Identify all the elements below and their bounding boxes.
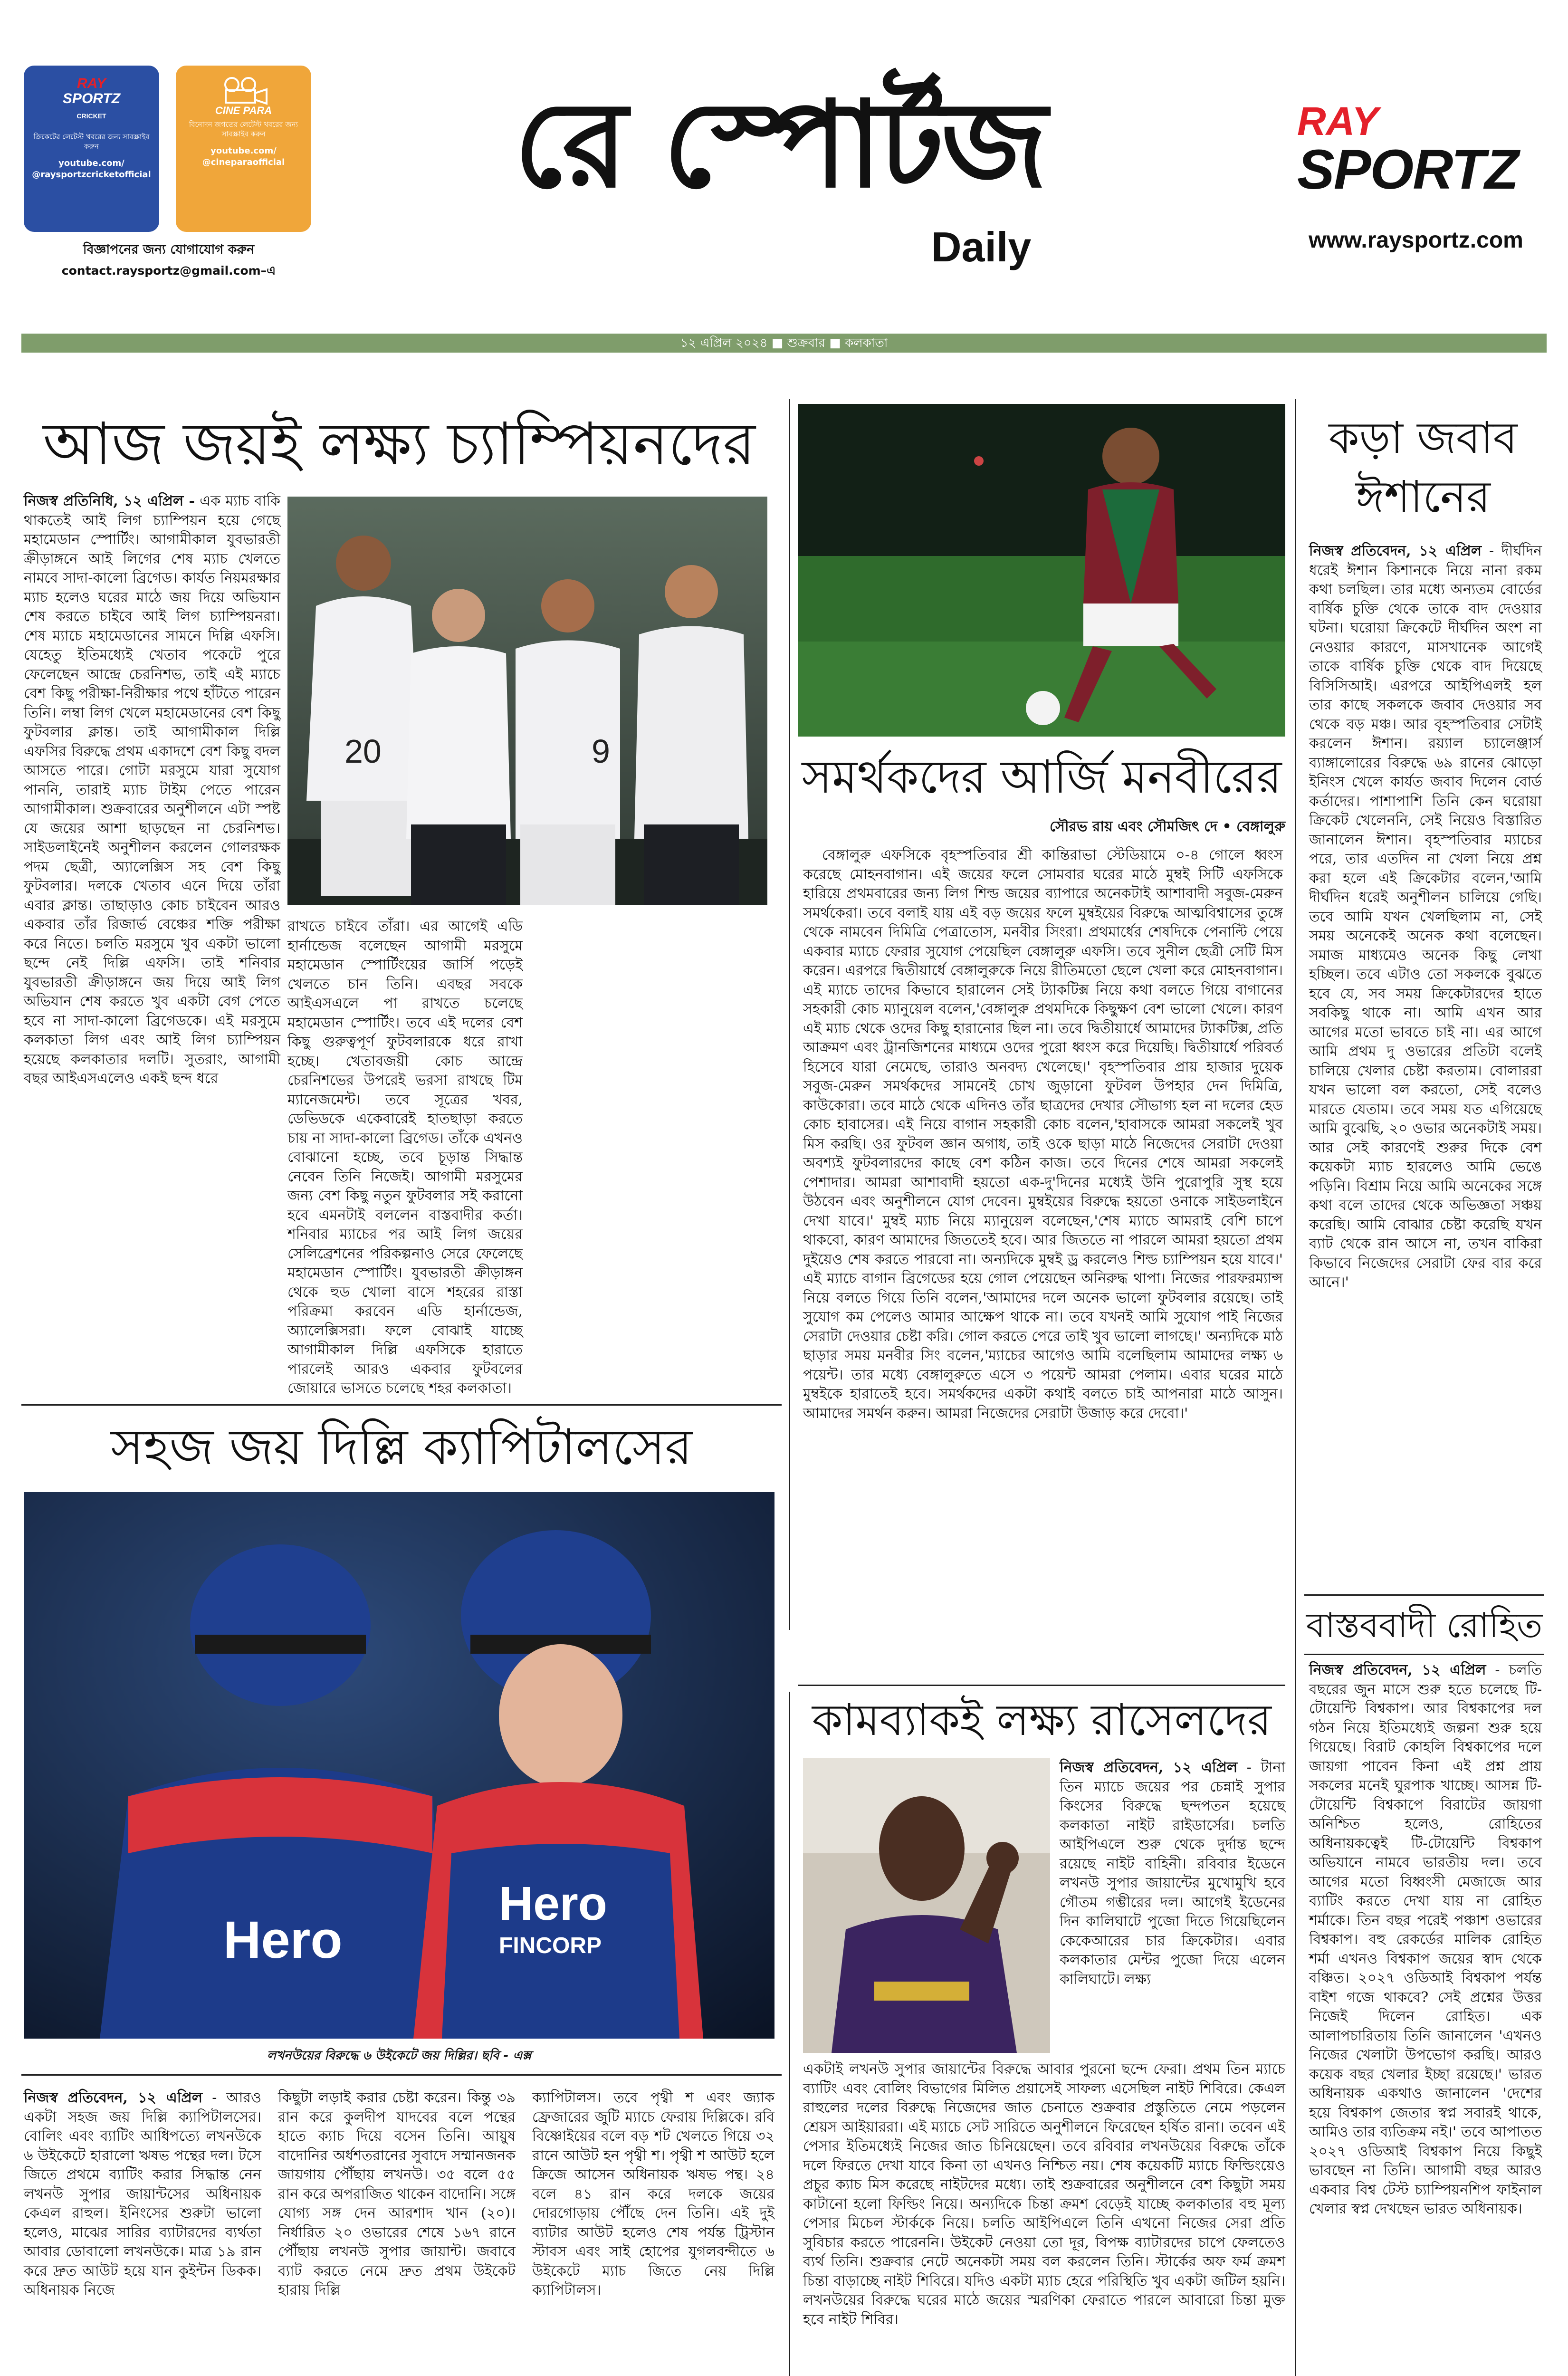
headline-ishan-line2: ঈশানের xyxy=(1356,471,1491,522)
delhi-col3: ক্যাপিটালস। তবে পৃথ্বী শ এবং জ্যাক ফ্রেজারের জুটি ম্যাচে ফেরায় দিল্লিকে। রবি বিষ্ণোইয়ের বলে বড় শট খেলতে গিয়ে ৩২ রানে আউট হন পৃথ্বী শ। পৃথ্বী শ আউট হলে ক্রিজে আসেন অধিনায়ক ঋষভ পন্থ। ২৪ বলে ৪১ রান করে দলকে জয়ের দোরগোড়ায় পৌঁছে দেন তিনি। এই দুই ব্যাটার আউট হলেও শেষ পর্যন্ত ট্রিস্টান স্টাবস এবং সাই হোপের যুগলবন্দীতে ৬ উইকেটে ম্যাচ জিতে নেয় দিল্লি ক্যাপিটালস। xyxy=(532,2089,774,2299)
champions-col2: রাখতে চাইবে তাঁরা। এর আগেই এডি হার্নান্ডেজ বলেছেন আগামী মরসুমে মহামেডান স্পোর্টিংয়ের জার্সি পড়েই খেলতে চান তিনি। এবছর সবকে আইএসএলে পা রাখতে চলেছে মহামেডান স্পোর্টিং। তবে এই দলের বেশ কিছু গুরুত্বপূর্ণ ফুটবলারকে ধরে রাখা হচ্ছে। খেতাবজয়ী কোচ আন্দ্রে চেরনিশভের উপরেই ভরসা রাখছে টিম ম্যানেজমেন্ট। তবে সূত্রের খবর, ডেভিডকে একেবারেই হাতছাড়া করতে চায় না সাদা-কালো ব্রিগেড। তাঁকে এখনও বোঝানো হচ্ছে, তবে চূড়ান্ত সিদ্ধান্ত নেবেন তিনি নিজেই। আগামী মরসুমের জন্য বেশ কিছু নতুন ফুটবলার সই করানো হবে এমনটাই বললেন বাস্তবাদীর কর্তা। শনিবার ম্যাচের পর আই লিগ জয়ের সেলিব্রেশনের পরিকল্পনাও সেরে ফেলেছে মহামেডান স্পোর্টিং। যুবভারতী ক্রীড়াঙ্গন থেকে হুড খোলা বাসে শহরের রাস্তা পরিক্রমা করবেন এডি হার্নান্ডেজ, অ্যালেক্সিসরা। ফলে বোঝাই যাচ্ছে আগামীকাল দিল্লি এফসিকে হারাতে পারলেই আরও একবার ফুটবলের জোয়ারে ভাসতে চলেছে শহর কলকাতা। xyxy=(287,918,523,1397)
dateline-band xyxy=(21,334,1547,353)
rohit-body: নিজস্ব প্রতিবেদন, ১২ এপ্রিল - চলতি বছরের জুন মাসে শুরু হতে চলেছে টি-টোয়েন্টি বিশ্বকাপ। আর বিশ্বকাপের দল গঠন নিয়ে ইতিমধ্যেই জল্পনা শুরু হয়ে গিয়েছে। বিরাট কোহলি বিশ্বকাপের দলে জায়গা পাবেন কিনা এই প্রশ্ন প্রায় সকলের মনেই ঘুরপাক খাচ্ছে। আসন্ন টি-টোয়েন্টি বিশ্বকাপে বিরাটের জায়গা অনিশ্চিত হলেও, রোহিতের অধিনায়কত্বেই টি-টোয়েন্টি বিশ্বকাপ অভিযানে নামবে ভারতীয় দল। তবে আগের মতো বিধ্বংসী মেজাজে আর ব্যাটিং করতে দেখা যায় না রোহিত শর্মাকে। তিন বছর পরেই পঞ্চাশ ওভারের বিশ্বকাপ। বহু রেকর্ডের মালিক রোহিত শর্মা এখনও বিশ্বকাপ জয়ের স্বাদ থেকে বঞ্চিত। ২০২৭ ওডিআই বিশ্বকাপ পর্যন্ত বাইশ গজে থাকবে? সেই প্রশ্নের উত্তর নিজেই দিলেন রোহিত। এক আলাপচারিতায় তিনি জানালেন 'এখনও নিজের খেলাটা উপভোগ করছি। আরও কয়েক বছর খেলার ইচ্ছা রয়েছে।' ভারত অধিনায়ক একথাও জানালেন 'দেশের হয়ে বিশ্বকাপ জেতার স্বপ্ন সবারই থাকে, আমিও তার ব্যতিক্রম নই।' তবে আপাতত ২০২৭ ওডিআই বিশ্বকাপ নিয়ে কিছুই ভাবছেন না তিনি। আগামী বছর আরও একবার বিশ্ব টেস্ট চ্যাম্পিয়নশিপ ফাইনাল খেলার স্বপ্ন দেখছেন ভারত অধিনায়ক। xyxy=(1309,1662,1542,2217)
delhi-rule-caption xyxy=(21,2074,782,2076)
raysportz-logo: RAY SPORTZ xyxy=(1297,99,1518,201)
headline-delhi: সহজ জয় দিল্লি ক্যাপিটালসের xyxy=(111,1418,692,1476)
svg-text:Hero: Hero xyxy=(223,1911,343,1969)
promo-cinepara[interactable] xyxy=(176,66,311,232)
rohit-box-bottom xyxy=(1304,1654,1544,1655)
promo-cricket[interactable] xyxy=(24,66,159,232)
champions-col3 xyxy=(535,917,770,1388)
promo-cinepara-link[interactable]: youtube.com/ @cineparaofficial xyxy=(202,146,285,167)
column-rule-left xyxy=(789,399,790,1630)
photo-mohammedan-players xyxy=(287,497,767,905)
headline-ishan xyxy=(1304,409,1542,527)
rohit-box-top xyxy=(1304,1594,1544,1596)
russell-body-bottom: একটাই লখনউ সুপার জায়ান্টের বিরুদ্ধে আবার পুরনো ছন্দে ফেরা। প্রথম তিন ম্যাচে ব্যাটিং এবং বোলিং বিভাগের মিলিত প্রয়াসেই সাফল্য এসেছিল নাইট শিবিরে। কেএল রাহুলের দলের বিরুদ্ধে নিজেদের জাত চেনাতে শুক্রবার প্রস্তুতিতে নেমে পড়লেন শ্রেয়স আইয়াররা। এই ম্যাচে সেট সারিতে অনুশীলনে ফিরেছেন হর্ষিত রানা। তবেন এই পেসার ইতিমধ্যেই নিজের জাত চিনিয়েছেন। তবে রবিবার লখনউয়ের বিরুদ্ধে তাঁকে দলে ফিরতে দেখা যাবে কিনা তা এখনও নিশ্চিত নয়। শেষ কয়েকটি ম্যাচে ফিল্ডিংয়েও প্রচুর ক্যাচ মিস করেছে নাইটদের মধ্যে। তাই শুক্রবারের অনুশীলনে বেশ কিছুটা সময় কাটানো হলো ফিল্ডিং নিয়ে। অন্যদিকে চিন্তা ক্রমশ বেড়েই যাচ্ছে কলকাতার বহু মূল্য পেসার মিচেল স্টার্ককে নিয়ে। চলতি আইপিএলে তিনি এখনো নিজের সেরা প্রতি সুবিচার করতে পারেননি। উইকেট নেওয়া তো দূর, বিপক্ষ ব্যাটারদের চাপে ফেলতেও ব্যর্থ তিনি। শুক্রবার নেটে অনেকটা সময় বল করলেন তিনি। স্টার্কের অফ ফর্ম ক্রমশ চিন্তা বাড়াচ্ছে নাইট শিবিরে। যদিও একটা ম্যাচ হেরে পরিস্থিতি খুব একটা জটিল হয়নি। লখনউয়ের বিরুদ্ধে ঘরের মাঠে জয়ের স্মরণিকা ফেরাতে পারলে আবারো চিন্তা মুক্ত হবে নাইট শিবির। xyxy=(803,2061,1285,2328)
masthead-subtitle: Daily xyxy=(931,223,1032,270)
headline-champions: আজ জয়ই লক্ষ্য চ্যাম্পিয়নদের xyxy=(43,410,755,479)
film-camera-icon xyxy=(215,76,272,105)
headline-russell: কামব্যাকই লক্ষ্য রাসেলদের xyxy=(812,1695,1272,1745)
champions-col1: নিজস্ব প্রতিনিধি, ১২ এপ্রিল - এক ম্যাচ বাকি থাকতেই আই লিগ চ্যাম্পিয়ন হয়ে গেছে মহামেডান স্পোর্টিং। আগামীকাল যুবভারতী ক্রীড়াঙ্গনে আই লিগের শেষ ম্যাচ খেলতে নামবে সাদা-কালো ব্রিগেড। কার্যত নিয়মরক্ষার ম্যাচ হলেও ঘরের মাঠে জয় দিয়ে অভিযান শেষ করতে চাইবে আই লিগ চ্যাম্পিয়নরা। শেষ ম্যাচে মহামেডানের সামনে দিল্লি এফসি। যেহেতু ইতিমধ্যেই খেতাব পকেটে পুরে ফেলেছেন আন্দ্রে চেরনিশভ, তাই এই ম্যাচে বেশ কিছু পরীক্ষা-নিরীক্ষার পথে হাঁটতে পারেন তিনি। লম্বা লিগ খেলে মহামেডানের বেশ কিছু ফুটবলার ক্লান্ত। তাই আগামীকাল দিল্লি এফসির বিরুদ্ধে প্রথম একাদশে বেশ কিছু বদল আসতে পারে। গোটা মরসুমে যারা সুযোগ পাননি, তারাই ম্যাচ টাইম পেতে পারেন আগামীকাল। শুক্রবারের অনুশীলনে এটা স্পষ্ট যে জয়ের আশা ছাড়ছেন না চেরনিশভ। সাইডলাইনেই অনুশীলন করলেন গোলরক্ষক পদম ছেত্রী, অ্যালেক্সিস সহ বেশ কিছু ফুটবলার। দলকে খেতাব এনে দিয়ে তাঁরা এবার ক্লান্ত। তাছাড়াও কোচ চাইবেন আরও একবার তাঁর রিজার্ভ বেঞ্চের শক্তি পরীক্ষা করে নিতে। চলতি মরসুমে খুব একটা ভালো ছন্দে নেই দিল্লি এফসি। তাই শনিবার যুবভারতী ক্রীড়াঙ্গনে জয় দিয়ে আই লিগ অভিযান শেষ করতে খুব একটা বেগ পেতে হবে না সাদা-কালো ব্রিগেডকে। এই মরসুমে কলকাতা লিগ এবং আই লিগ চ্যাম্পিয়ন হয়েছে কলকাতার দলটি। সুতরাং, আগামী বছর আইএসএলেও একই ছন্দ ধরে xyxy=(24,493,280,1087)
cinepara-logo: CINE PARA xyxy=(176,76,311,117)
photo-delhi-capitals-players xyxy=(24,1492,774,2039)
promo-cricket-text: ক্রিকেটের লেটেস্ট খবরের জন্য সাবস্ক্রাইব করুন xyxy=(33,133,150,151)
website-url[interactable]: www.raysportz.com xyxy=(1309,228,1523,253)
column-rule-bottom-mid xyxy=(789,1692,790,2376)
column-rule-right xyxy=(1295,399,1296,2376)
promo-cricket-link[interactable]: youtube.com/ @raysportzcricketofficial xyxy=(32,158,151,180)
promo-cinepara-text: বিনোদন জগতের লেটেস্ট খবরের জন্য সাবস্ক্রাইব করুন xyxy=(189,120,298,138)
svg-text:20: 20 xyxy=(344,733,382,770)
headline-rohit: বাস্তববাদী রোহিত xyxy=(1306,1605,1543,1645)
russell-body-top: নিজস্ব প্রতিবেদন, ১২ এপ্রিল - টানা তিন ম্যাচে জয়ের পর চেন্নাই সুপার কিংসের বিরুদ্ধে ছন্দপতন হয়েছে কলকাতা নাইট রাইডার্সের। চলতি আইপিএলে শুরু থেকে দুর্দান্ত ছন্দে রয়েছে নাইট বাহিনী। রবিবার ইডেনে লখনউ সুপার জায়ান্টের মুখোমুখি হবে গৌতম গম্ভীরের দল। আগেই ইডেনের দিন কালিঘাটে পুজো দিতে গিয়েছিলেন কেকেআরের চার ক্রিকেটার। এবার কলকাতার মেন্টর পুজো দিয়ে এলেন কালিঘাটে। লক্ষ্য xyxy=(1060,1759,1285,1988)
supporters-byline: সৌরভ রায় এবং সৌমজিৎ দে • বেঙ্গালুরু xyxy=(1049,818,1285,835)
headline-supporters: সমর্থকদের আর্জি মনবীরের xyxy=(802,750,1282,804)
photo-andre-russell xyxy=(803,1758,1050,2053)
dateline: ১২ এপ্রিল ২০২৪ ■ শুক্রবার ■ কলকাতা xyxy=(680,336,888,350)
svg-text:9: 9 xyxy=(592,733,610,770)
ad-contact-line2[interactable]: contact.raysportz@gmail.com–এ xyxy=(61,264,276,278)
supporters-body: বেঙ্গালুরু এফসিকে বৃহস্পতিবার শ্রী কান্তিরাভা স্টেডিয়ামে ০-৪ গোলে ধ্বংস করেছে মোহনবাগান। এই জয়ের ফলে সোমবার ঘরের মাঠে মুম্বই সিটি এফসিকে হারিয়ে প্রথমবারের জন্য লিগ শিল্ড জয়ের ব্যাপারে অনেকটাই আশাবাদী সবুজ-মেরুন সমর্থকেরা। তবে বলাই যায় এই বড় জয়ের ফলে মুম্বইয়ের বিরুদ্ধে আত্মবিশ্বাসের তুঙ্গে থেকে নামবেন দিমিত্রি পেত্রাতোস, মনবীর সিংরা। প্রথমার্ধের শেষদিকে পেনাল্টি পেয়ে একবার ম্যাচে ফেরার সুযোগ পেয়েছিল বেঙ্গালুরু এফসি। তবে সুনীল ছেত্রী সেটি মিস করেন। এরপরে দ্বিতীয়ার্ধে বেঙ্গালুরুকে নিয়ে রীতিমতো ছেলে খেলা করে মোহনবাগান। এই ম্যাচে তাদের কিভাবে হারালেন সেই ট্যাকটিক্স নিয়ে কথা বলতে গিয়ে বাগানের সহকারী কোচ ম্যানুয়েল বলেন,'বেঙ্গালুরু প্রথমদিকে কিছুক্ষণ বেশ ভালো খেলে। কারণ এই ম্যাচ থেকে ওদের কিছু হারানোর ছিল না। তবে দ্বিতীয়ার্ধে আমাদের ট্যাকটিক্স, প্রতি আক্রমণ এবং ট্রানজিশনের মাধ্যমে ওদের পুরো ধ্বংস করে দিয়েছি। দ্বিতীয়ার্ধে পরিবর্ত হিসেবে যারা নেমেছে, তারাও অনবদ্য খেলেছে।' বৃহস্পতিবার প্রায় হাজার দুয়েক সবুজ-মেরুন সমর্থকদের সামনেই চোখ জুড়ানো ফুটবল উপহার দেন দিমিত্রি, কাউকোরা। তবে মাঠে থেকে এদিনও তাঁর ছাত্রদের দেখার সৌভাগ্য হল না দলের হেড কোচ হাবাসের। এই নিয়ে বাগান সহকারী কোচ বলেন,'হাবাসকে আমরা সকলেই খুব মিস করছি। ওর ফুটবল জ্ঞান অগাধ, তাই ওকে ছাড়া মাঠে নিজেদের সেরাটা দেওয়া অবশ্যই ফুটবলারদের কাছে বেশ কঠিন কাজ। তবে দিনের শেষে আমরা সকলেই পেশাদার। আমরা আশাবাদী হয়তো এক-দু'দিনের মধ্যেই উনি পুরোপুরি সুস্থ হয়ে উঠবেন এবং অনুশীলনে যোগ দেবেন। মুম্বইয়ের বিরুদ্ধে হয়তো ওনাকে সাইডলাইনে দেখা যাবে।' মুম্বই ম্যাচ নিয়ে ম্যানুয়েল বলেছেন,'শেষ ম্যাচে আমরাই বেশি চাপে থাকবো, কারণ আমাদের জিততেই হবে। আর জিততে না পারলে আমরা হয়তো প্রথম দুইয়েও শেষ করতে পারবো না। অন্যদিকে মুম্বই ড্র করলেও শিল্ড চ্যাম্পিয়ন হয়ে যাবে।' এই ম্যাচে বাগান ব্রিগেডের হয়ে গোল পেয়েছেন অনিরুদ্ধ থাপা। নিজের পারফরম্যান্স নিয়ে বলতে গিয়ে তিনি বলেন,'আমাদের দলে অনেক ভালো ফুটবলার রয়েছে। তাই সুযোগ কম পেলেও আমার আক্ষেপ থাকে না। তবে যখনই আমি সুযোগ পাই নিজের সেরাটা দেওয়ার চেষ্টা করি। গোল করতে পেরে তাই খুব ভালো লাগছে।' অন্যদিকে মাঠ ছাড়ার সময় মনবীর সিং বলেন,'ম্যাচের আগেও আমি বলেছিলাম আমাদের লক্ষ্য ৬ পয়েন্ট। তার মধ্যে বেঙ্গালুরুতে এসে ৩ পয়েন্ট আমরা পেলাম। এবার ঘরের মাঠে মুম্বইকে হারাতেই হবে। সমর্থকদের একটা কথাই বলতে চাই আপনারা মাঠে আসুন। আমাদের সমর্থন করুন। আমরা নিজেদের সেরাটা উজাড় করে দেবো।' xyxy=(803,847,1283,1422)
russell-rule-top xyxy=(798,1685,1285,1686)
photo-mohunbagan-player xyxy=(798,404,1285,737)
masthead-title: রে স্পোর্টজ xyxy=(514,76,1045,214)
svg-text:Hero: Hero xyxy=(499,1877,607,1930)
ishan-body: নিজস্ব প্রতিবেদন, ১২ এপ্রিল - দীর্ঘদিন ধরেই ঈশান কিশানকে নিয়ে নানা রকম কথা চলছিল। তার মধ্যে অন্যতম বোর্ডের বার্ষিক চুক্তি থেকে তাকে বাদ দেওয়ার ঘটনা। ঘরোয়া ক্রিকেটে দীর্ঘদিন অংশ না নেওয়ার কারণে, মাসখানেক আগেই তাকে বার্ষিক চুক্তি থেকে বাদ দিয়েছে বিসিসিআই। এরপরে আইপিএলই হল তার কাছে সকলকে জবাব দেওয়ার সব থেকে বড় মঞ্চ। আর বৃহস্পতিবার সেটাই করলেন ঈশান। রয়্যাল চ্যালেঞ্জার্স ব্যাঙ্গালোরের বিরুদ্ধে ৬৯ রানের ঝোড়ো ইনিংস খেলে কার্যত জবাব দিলেন বোর্ড কর্তাদের। পাশাপাশি তিনি কেন ঘরোয়া ক্রিকেট খেলেননি, সেই নিয়েও বিস্তারিত জানালেন ঈশান। বৃহস্পতিবার ম্যাচের পরে, তার এতদিন না খেলা নিয়ে প্রশ্ন করা হলে এই ক্রিকেটার বলেন,'আমি দীর্ঘদিন ধরেই অনুশীলন চালিয়ে গেছি। তবে আমি যখন খেলছিলাম না, সেই সময় অনেকেই অনেক কথা বলেছেন। সমাজ মাধ্যমেও অনেক কিছু লেখা হচ্ছিল। তবে এটাও তো সকলকে বুঝতে হবে যে, সব সময় ক্রিকেটারদের হাতে সবকিছু থাকে না। আমি এখন আর আগের মতো ভাবতে চাই না। এর আগে আমি প্রথম দু ওভারের প্রতিটা বলেই চালিয়ে খেলার চেষ্টা করতাম। বোলাররা যখন ভালো বল করতো, সেই বলেও মারতে যেতাম। তবে সময় যত এগিয়েছে আমি বুঝেছি, ২০ ওভার অনেকটাই সময়। আর সেই কারণেই শুরুর দিকে বেশ কয়েকটা ম্যাচ হারলেও আমি ভেঙে পড়িনি। বিশ্রাম নিয়ে আমি অনেকের সঙ্গে কথা বলে তাদের থেকে অভিজ্ঞতা সঞ্চয় করেছি। আমি বোঝার চেষ্টা করেছি যখন ব্যাট থেকে রান আসে না, তখন বাকিরা কিভাবে নিজেদের সেরাটা ফের বার করে আনে।' xyxy=(1309,543,1542,1291)
headline-ishan-line1: কড়া জবাব xyxy=(1329,412,1518,463)
delhi-col2: কিছুটা লড়াই করার চেষ্টা করেন। কিন্তু ৩৯ রান করে কুলদীপ যাদবের বলে পন্থের হাতে ক্যাচ দিয়ে বসেন তিনি। আয়ুষ বাদোনির অর্ধশতরানের সুবাদে সম্মানজনক জায়গায় পৌঁছায় লখনউ। ৩৫ বলে ৫৫ রান করে অপরাজিত থাকেন বাদোনি। সঙ্গে যোগ্য সঙ্গ দেন আরশাদ খান (২০)। নির্ধারিত ২০ ওভারের শেষে ১৬৭ রানে পৌঁছায় লখনউ সুপার জায়ান্ট। জবাবে ব্যাট করতে নেমে দ্রুত প্রথম উইকেট হারায় দিল্লি xyxy=(278,2089,516,2299)
ad-contact-line1: বিজ্ঞাপনের জন্য যোগাযোগ করুন xyxy=(83,242,255,257)
raysportz-cricket-logo: RAY SPORTZ CRICKET xyxy=(62,76,121,120)
delhi-rule-top xyxy=(21,1404,782,1406)
svg-text:FINCORP: FINCORP xyxy=(499,1933,602,1958)
delhi-photo-caption: লখনউয়ের বিরুদ্ধে ৬ উইকেটে জয় দিল্লির। ছবি - এক্স xyxy=(267,2049,532,2063)
delhi-col1: নিজস্ব প্রতিবেদন, ১২ এপ্রিল - আরও একটা সহজ জয় দিল্লি ক্যাপিটালসের। বোলিং এবং ব্যাটিং আধিপত্যে লখনউকে ৬ উইকেটে হারালো ঋষভ পন্থের দল। টসে জিতে প্রথমে ব্যাটিং করার সিদ্ধান্ত নেন লখনউ সুপার জায়ান্টসের অধিনায়ক কেএল রাহুল। ইনিংসের শুরুটা ভালো হলেও, মাঝের সারির ব্যাটারদের ব্যর্থতা আবার ডোবালো লখনউকে। মাত্র ১৯ রান করে দ্রুত আউট হয়ে যান কুইন্টন ডিকক। অধিনায়ক নিজে xyxy=(24,2089,261,2299)
